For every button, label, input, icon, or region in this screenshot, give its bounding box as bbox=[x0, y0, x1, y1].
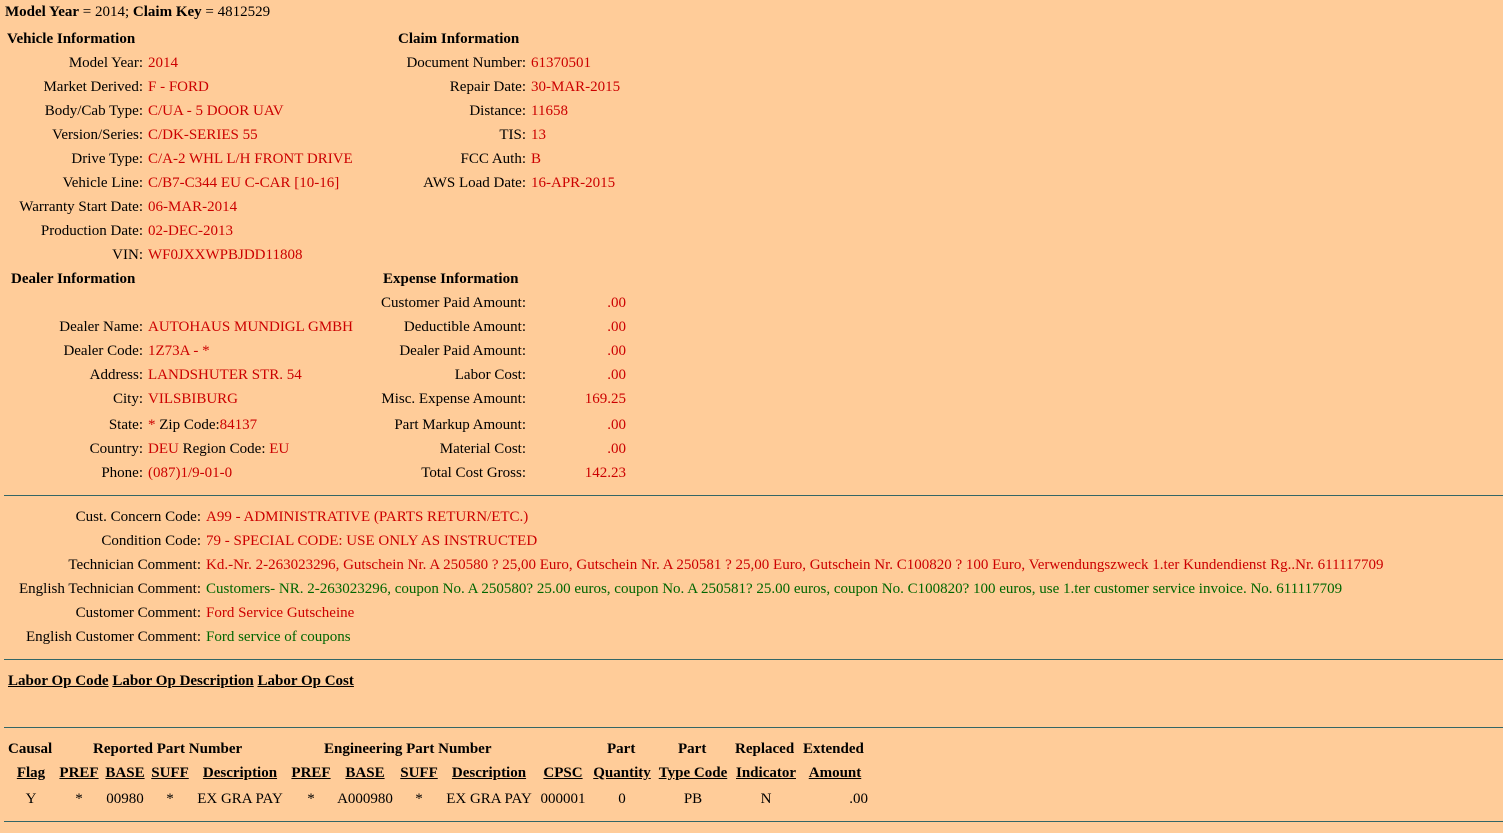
claim-field-label: Distance: bbox=[469, 103, 526, 119]
parts-column-header[interactable]: Quantity bbox=[593, 765, 651, 781]
parts-table-cell: .00 bbox=[849, 791, 868, 807]
parts-table-cell: EX GRA PAY bbox=[446, 791, 532, 807]
expense-field-label: Material Cost: bbox=[439, 441, 526, 457]
expense-field-label: Misc. Expense Amount: bbox=[381, 391, 526, 407]
dealer-code-value: 1Z73A - * bbox=[148, 343, 210, 359]
parts-table-cell: PB bbox=[683, 791, 703, 807]
parts-table-cell: Y bbox=[25, 791, 37, 807]
claim-field-label: Repair Date: bbox=[449, 79, 526, 95]
vehicle-field-label: Warranty Start Date: bbox=[19, 199, 143, 215]
claim-field-label: FCC Auth: bbox=[460, 151, 526, 167]
part-quantity-group-header: Part bbox=[607, 741, 636, 757]
labor-table-header bbox=[8, 673, 354, 690]
dealer-phone-label: Phone: bbox=[101, 465, 143, 481]
vehicle-field-label: Model Year: bbox=[68, 55, 143, 71]
condition-code-label: Condition Code: bbox=[101, 533, 201, 549]
claim-info-title: Claim Information bbox=[398, 31, 520, 47]
parts-table-cell: N bbox=[760, 791, 772, 807]
parts-column-header[interactable]: Indicator bbox=[736, 765, 796, 781]
vehicle-field-label: VIN: bbox=[112, 247, 143, 263]
expense-field-value: .00 bbox=[607, 319, 626, 335]
parts-table-cell: EX GRA PAY bbox=[197, 791, 283, 807]
parts-table-cell: 00980 bbox=[106, 791, 144, 807]
concern-code-value: A99 - ADMINISTRATIVE (PARTS RETURN/ETC.) bbox=[206, 509, 529, 525]
claim-field-value: 13 bbox=[531, 127, 546, 143]
dealer-address-label: Address: bbox=[89, 367, 143, 383]
dealer-name-label: Dealer Name: bbox=[59, 319, 143, 335]
section-divider bbox=[4, 495, 1503, 496]
expense-field-value: 142.23 bbox=[584, 465, 626, 481]
dealer-city-value: VILSBIBURG bbox=[148, 391, 239, 407]
expense-field-value: .00 bbox=[607, 295, 626, 311]
claim-field-value: 61370501 bbox=[531, 55, 591, 71]
reported-part-group-header: Reported Part Number bbox=[93, 741, 243, 757]
vehicle-field-value: 2014 bbox=[148, 55, 178, 71]
causal-group-header: Causal bbox=[8, 741, 53, 757]
extended-group-header: Extended bbox=[803, 741, 864, 757]
model-year-header-value: 2014 bbox=[94, 4, 125, 20]
parts-column-header[interactable]: Description bbox=[451, 765, 527, 781]
vehicle-field-value: C/DK-SERIES 55 bbox=[148, 127, 258, 143]
dealer-info-title: Dealer Information bbox=[11, 271, 136, 287]
expense-field-label: Customer Paid Amount: bbox=[380, 295, 526, 311]
claim-field-label: Document Number: bbox=[406, 55, 526, 71]
parts-column-header[interactable]: PREF bbox=[291, 765, 331, 781]
dealer-state-zip bbox=[148, 417, 257, 434]
parts-table-cell: * bbox=[75, 791, 83, 807]
vehicle-field-label: Version/Series: bbox=[52, 127, 143, 143]
vehicle-field-value: WF0JXXWPBJDD11808 bbox=[148, 247, 303, 263]
dealer-region-label: Region Code: bbox=[182, 441, 266, 457]
labor-op-code-header[interactable]: Labor Op Code bbox=[8, 673, 109, 689]
dealer-region-value: EU bbox=[269, 441, 290, 457]
parts-column-header[interactable]: SUFF bbox=[400, 765, 438, 781]
expense-field-label: Total Cost Gross: bbox=[421, 465, 526, 481]
parts-table-cell: * bbox=[307, 791, 315, 807]
parts-table-cell: A000980 bbox=[337, 791, 393, 807]
claim-field-label: AWS Load Date: bbox=[423, 175, 526, 191]
dealer-country-region bbox=[148, 441, 289, 458]
customer-comment-label: Customer Comment: bbox=[75, 605, 201, 621]
dealer-country-label: Country: bbox=[89, 441, 143, 457]
expense-field-label: Labor Cost: bbox=[454, 367, 526, 383]
vehicle-field-value: C/A-2 WHL L/H FRONT DRIVE bbox=[148, 151, 353, 167]
customer-comment-value: Ford Service Gutscheine bbox=[206, 605, 355, 621]
vehicle-field-label: Market Derived: bbox=[43, 79, 143, 95]
vehicle-info-title: Vehicle Information bbox=[7, 31, 136, 47]
claim-key-label: Claim Key bbox=[132, 4, 202, 20]
vehicle-field-label: Vehicle Line: bbox=[62, 175, 143, 191]
labor-op-cost-header[interactable]: Labor Op Cost bbox=[257, 673, 354, 689]
part-type-group-header: Part bbox=[678, 741, 707, 757]
vehicle-field-label: Production Date: bbox=[40, 223, 143, 239]
english-customer-comment-value: Ford service of coupons bbox=[206, 629, 351, 645]
dealer-city-label: City: bbox=[112, 391, 143, 407]
parts-table-cell: 0 bbox=[618, 791, 626, 807]
claim-header: Model Year = 2014; Claim Key = 4812529 bbox=[5, 4, 271, 20]
english-customer-comment-label: English Customer Comment: bbox=[26, 629, 201, 645]
expense-field-label: Part Markup Amount: bbox=[394, 417, 526, 433]
vehicle-field-value: 02-DEC-2013 bbox=[148, 223, 233, 239]
parts-column-header[interactable]: Flag bbox=[16, 765, 46, 781]
dealer-address-value: LANDSHUTER STR. 54 bbox=[148, 367, 302, 383]
expense-field-value: .00 bbox=[607, 343, 626, 359]
english-technician-comment-label: English Technician Comment: bbox=[19, 581, 201, 597]
section-divider bbox=[4, 821, 1503, 822]
parts-column-header[interactable]: PREF bbox=[59, 765, 99, 781]
expense-info-title: Expense Information bbox=[383, 271, 519, 287]
vehicle-field-label: Drive Type: bbox=[71, 151, 143, 167]
dealer-zip-value: 84137 bbox=[219, 417, 258, 433]
parts-column-header[interactable]: CPSC bbox=[543, 765, 583, 781]
claim-field-value: 16-APR-2015 bbox=[531, 175, 616, 191]
claim-field-value: B bbox=[531, 151, 542, 167]
vehicle-field-label: Body/Cab Type: bbox=[44, 103, 143, 119]
expense-field-value: 169.25 bbox=[584, 391, 626, 407]
section-divider bbox=[4, 727, 1503, 728]
parts-table-cell: 000001 bbox=[540, 791, 586, 807]
condition-code-value: 79 - SPECIAL CODE: USE ONLY AS INSTRUCTED bbox=[206, 533, 538, 549]
technician-comment-value: Kd.-Nr. 2-263023296, Gutschein Nr. A 250580 ? 25,00 Euro, Gutschein Nr. A 250581 ? 25,00 Euro, Gutschein Nr. C100820 ? 100 Euro, Verwendungszweck 1.ter Kundendienst Rg..Nr. 611117709 bbox=[206, 557, 1384, 573]
expense-field-value: .00 bbox=[607, 417, 626, 433]
dealer-country-value: DEU bbox=[148, 441, 179, 457]
parts-column-header[interactable]: BASE bbox=[345, 765, 385, 781]
claim-field-value: 30-MAR-2015 bbox=[531, 79, 621, 95]
technician-comment-label: Technician Comment: bbox=[68, 557, 201, 573]
labor-op-description-header[interactable]: Labor Op Description bbox=[112, 673, 254, 689]
section-divider bbox=[4, 659, 1503, 660]
english-technician-comment-value: Customers- NR. 2-263023296, coupon No. A 250580? 25.00 euros, coupon No. A 250581? 25.00 euros, coupon No. C100820? 100 euros, use 1.ter customer service invoice. No. 611117709 bbox=[206, 581, 1343, 597]
expense-field-label: Dealer Paid Amount: bbox=[399, 343, 526, 359]
parts-table-cell: * bbox=[415, 791, 423, 807]
vehicle-field-value: 06-MAR-2014 bbox=[148, 199, 238, 215]
claim-key-value: 4812529 bbox=[217, 4, 271, 20]
expense-field-value: .00 bbox=[607, 441, 626, 457]
dealer-phone-value: (087)1/9-01-0 bbox=[148, 465, 233, 481]
concern-code-label: Cust. Concern Code: bbox=[75, 509, 201, 525]
vehicle-field-value: C/B7-C344 EU C-CAR [10-16] bbox=[148, 175, 340, 191]
vehicle-field-value: F - FORD bbox=[148, 79, 209, 95]
expense-field-label: Deductible Amount: bbox=[403, 319, 526, 335]
parts-column-header[interactable]: Description bbox=[202, 765, 278, 781]
dealer-state-label: State: bbox=[108, 417, 143, 433]
parts-column-header[interactable]: BASE bbox=[105, 765, 145, 781]
replaced-group-header: Replaced bbox=[735, 741, 795, 757]
parts-column-header[interactable]: Type Code bbox=[658, 765, 728, 781]
claim-field-value: 11658 bbox=[531, 103, 568, 119]
dealer-state-value: * bbox=[148, 417, 156, 433]
claim-field-label: TIS: bbox=[499, 127, 526, 143]
engineering-part-group-header: Engineering Part Number bbox=[324, 741, 492, 757]
parts-column-header[interactable]: SUFF bbox=[151, 765, 189, 781]
parts-table-cell: * bbox=[166, 791, 174, 807]
dealer-name-value: AUTOHAUS MUNDIGL GMBH bbox=[148, 319, 354, 335]
parts-column-header[interactable]: Amount bbox=[808, 765, 862, 781]
vehicle-field-value: C/UA - 5 DOOR UAV bbox=[148, 103, 284, 119]
dealer-zip-label: Zip Code: bbox=[159, 417, 220, 433]
dealer-code-label: Dealer Code: bbox=[63, 343, 143, 359]
model-year-header-label: Model Year bbox=[5, 4, 80, 20]
expense-field-value: .00 bbox=[607, 367, 626, 383]
